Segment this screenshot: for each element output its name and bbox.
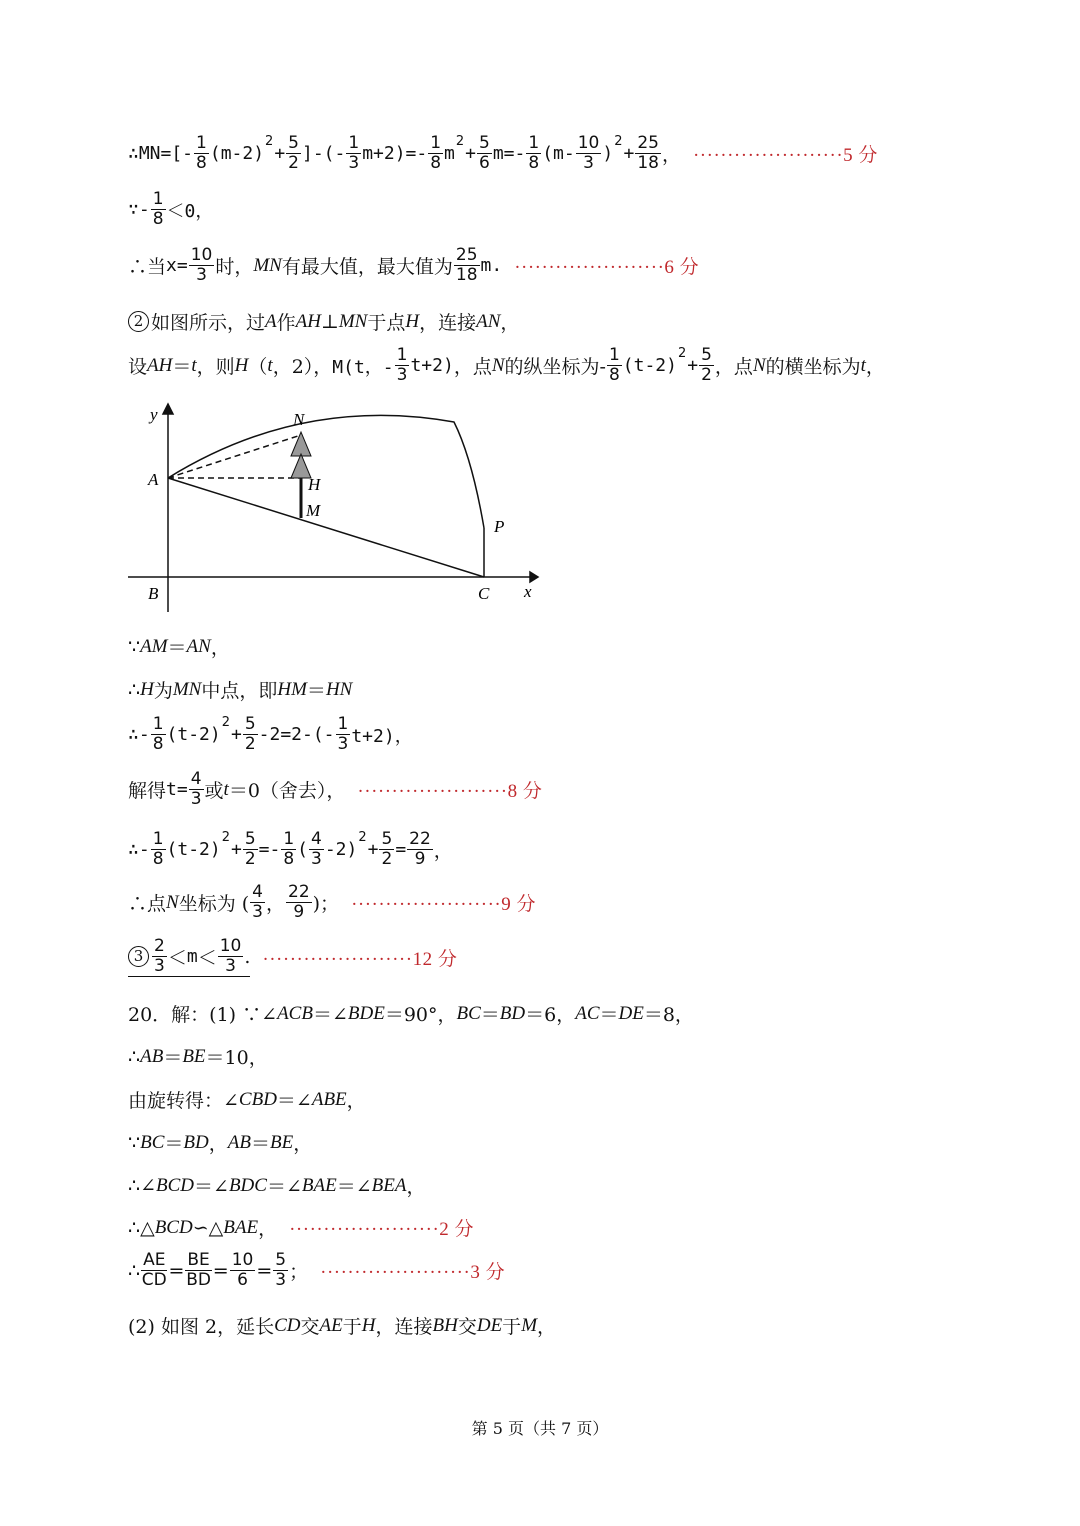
text: ＝ — [599, 1004, 619, 1026]
circled-number: 2 — [128, 311, 149, 332]
part2-intro-line — [128, 308, 519, 335]
text: BEA — [371, 1174, 407, 1196]
text: + — [367, 839, 379, 860]
x-arrow — [530, 572, 538, 582]
text: m — [444, 143, 455, 164]
geometry-figure — [120, 400, 550, 620]
fraction: 1 8 — [528, 133, 540, 173]
text: ∴ — [128, 678, 141, 701]
text: ，2）， — [272, 356, 333, 378]
text: ∵ — [128, 1131, 141, 1154]
text: BD — [499, 1002, 526, 1024]
text: = — [212, 1259, 229, 1282]
fraction: 10 3 — [577, 133, 600, 173]
fraction: $\frac{10}{6}$ — [231, 1250, 254, 1290]
text: AB — [140, 1045, 164, 1067]
text: t — [191, 354, 197, 376]
fraction: 1 8 — [152, 714, 164, 754]
text: N — [752, 354, 766, 376]
fraction: $\frac{5}{2}$ — [244, 714, 256, 754]
text: 如图所示，过 — [151, 312, 266, 334]
fraction: $\frac{25}{18}$ — [637, 133, 659, 173]
text: m — [186, 946, 198, 967]
text: MN — [172, 678, 202, 700]
q20-line — [128, 1000, 694, 1027]
fraction: $\frac{5}{2}$ — [381, 829, 393, 869]
text: m=- — [492, 143, 526, 164]
text: = — [395, 839, 407, 860]
text: BC — [456, 1002, 481, 1024]
text: ＝ — [480, 1004, 500, 1026]
text: BDE — [347, 1002, 385, 1024]
text: (t-2) — [166, 724, 221, 745]
score-marker: ······················8 分 — [357, 781, 543, 802]
text: t= — [166, 779, 188, 800]
y-arrow — [163, 404, 173, 414]
text: ) — [602, 143, 614, 164]
text: CD — [274, 1314, 301, 1336]
fraction: 4 3 — [252, 882, 263, 922]
text: ∴ — [128, 1045, 141, 1068]
fraction: 10 3 — [219, 936, 242, 976]
text: ， — [258, 1218, 278, 1240]
text: 交 — [300, 1316, 320, 1338]
text: 于 — [342, 1316, 362, 1338]
text: 或 — [204, 780, 224, 802]
text: (t-2) — [166, 839, 221, 860]
text: M — [521, 1314, 538, 1336]
segment-ac — [168, 478, 484, 577]
text: m. — [480, 255, 503, 276]
text: A — [265, 310, 277, 332]
text: ，点 — [453, 356, 492, 378]
fraction: 1 3 — [337, 714, 349, 754]
text: BD — [183, 1131, 209, 1153]
text: 于 — [502, 1316, 522, 1338]
text: H — [361, 1314, 376, 1336]
parabola-curve — [168, 415, 484, 528]
text: ∽△ — [192, 1216, 224, 1239]
text: BAE — [223, 1216, 259, 1238]
fraction: 1 3 — [348, 133, 360, 173]
fraction: $\frac{4}{3}$ — [190, 769, 202, 809]
fraction: $\frac{22}{9}$ — [409, 829, 431, 869]
text: ＝ — [250, 1133, 270, 1155]
page-footer: 第 5 页（共 7 页） — [471, 1419, 609, 1438]
fraction: $\frac{BE}{BD}$ — [186, 1250, 211, 1290]
text: BH — [432, 1314, 458, 1336]
text: DE — [618, 1002, 644, 1024]
text: BE — [182, 1045, 206, 1067]
text: ∵- — [128, 199, 150, 220]
fraction: $\frac{5}{2}$ — [288, 133, 299, 173]
text: BE — [269, 1131, 294, 1153]
formula-mn-line — [128, 134, 878, 173]
segment-an — [168, 435, 301, 478]
text: ABE — [311, 1088, 347, 1110]
exponent: 2 — [221, 830, 230, 845]
text: (m-2) — [209, 143, 265, 164]
text: ＝∠ — [266, 1176, 302, 1198]
text: ∴MN=[- — [128, 143, 194, 164]
text: + — [623, 143, 635, 164]
fraction: 25 18 — [455, 245, 478, 285]
fraction: 22 9 — [288, 882, 310, 922]
text: = — [256, 1259, 273, 1282]
text: AN — [186, 635, 211, 657]
text: ⊥ — [320, 310, 339, 333]
solution-line — [128, 770, 542, 809]
text: 为 — [153, 680, 173, 702]
fraction: $\frac{AE}{CD}$ — [141, 1250, 167, 1290]
exponent: 2 — [614, 134, 623, 149]
text: AB — [227, 1131, 251, 1153]
text: =- — [258, 839, 281, 860]
fraction: 2 3 — [154, 936, 165, 976]
text: ＝6， — [525, 1004, 576, 1026]
text: AE — [319, 1314, 343, 1336]
text: ， — [293, 1133, 313, 1155]
text: ＝0（舍去）， — [228, 780, 346, 802]
equal-angles-line — [128, 1172, 425, 1199]
text: BCD — [154, 1216, 193, 1238]
text: ， — [500, 312, 520, 334]
text: + — [230, 724, 242, 745]
text: AM — [140, 635, 168, 657]
text: ＝ — [167, 637, 187, 659]
am-an-line — [128, 633, 230, 660]
text: ＜ — [197, 947, 217, 969]
label-c: C — [478, 584, 490, 603]
text: ， — [346, 1090, 366, 1112]
text: 20．解：(1) ∵∠ — [128, 1004, 278, 1026]
text: H — [405, 310, 420, 332]
score-marker: ······················6 分 — [514, 257, 700, 278]
label-h: H — [308, 475, 321, 494]
similar-line — [128, 1214, 474, 1241]
text: 的纵坐标为- — [504, 356, 606, 378]
text: N — [166, 891, 179, 913]
text: (t-2) — [622, 355, 677, 376]
text: + — [465, 143, 477, 164]
text: + — [230, 839, 242, 860]
fraction: 1 8 — [283, 829, 295, 869]
text: ，连接 — [419, 312, 477, 334]
text: ＝10， — [205, 1047, 268, 1069]
text: ∴- — [128, 839, 150, 860]
text: M(t，- — [332, 356, 394, 378]
fraction: $\frac{5}{2}$ — [701, 345, 712, 385]
text: BDC — [228, 1174, 267, 1196]
text: + — [274, 143, 286, 164]
fraction: $\frac{10}{3}$ — [190, 245, 213, 285]
text: ＝ — [172, 356, 192, 378]
text: ∴当 — [128, 256, 167, 278]
text: ， — [406, 1176, 426, 1198]
fraction: 1 3 — [396, 345, 408, 385]
text: ＝∠ — [312, 1004, 348, 1026]
text: （ — [248, 356, 268, 378]
text: 解得 — [128, 780, 167, 802]
text: H — [140, 678, 154, 700]
label-y: y — [150, 405, 158, 424]
fraction: 1 8 — [608, 345, 620, 385]
text: ∵ — [128, 635, 141, 658]
equation-line — [128, 715, 413, 754]
text: BC — [140, 1131, 165, 1153]
text: ( — [297, 839, 309, 860]
text: ∴点 — [128, 893, 167, 915]
text: MN — [338, 310, 368, 332]
text: t — [860, 354, 866, 376]
text: -2) — [324, 839, 358, 860]
label-x: x — [524, 582, 532, 601]
text: ， — [661, 144, 681, 166]
text: 于点 — [367, 312, 406, 334]
fraction: $\frac{5}{3}$ — [275, 1250, 287, 1290]
n-ordinate-line — [128, 830, 453, 869]
text: CBD — [238, 1088, 277, 1110]
exponent: 2 — [677, 346, 687, 361]
score-marker: ······················9 分 — [351, 894, 537, 915]
fraction: $\frac{5}{2}$ — [244, 829, 256, 869]
exponent: 2 — [221, 715, 230, 730]
text: ＝ — [306, 680, 326, 702]
text: (m- — [542, 143, 575, 164]
text: MN — [253, 254, 282, 276]
label-p: P — [494, 517, 505, 536]
exponent: 2 — [358, 830, 367, 845]
fraction: 1 8 — [196, 133, 207, 173]
text: )； — [312, 893, 340, 915]
text: m+2)=- — [362, 143, 428, 164]
n-coordinate-line — [128, 883, 536, 922]
midpoint-line — [128, 676, 352, 703]
max-value-line — [128, 246, 699, 285]
text: x= — [166, 255, 188, 276]
score-marker: ······················3 分 — [320, 1262, 506, 1283]
text: ， — [537, 1316, 557, 1338]
text: -2=2-(- — [258, 724, 335, 745]
text: HN — [325, 678, 353, 700]
text: ∴- — [128, 724, 150, 745]
text: t — [223, 778, 229, 800]
text: ＝8， — [643, 1004, 694, 1026]
text: t+2) — [410, 355, 454, 376]
part2-q20-line — [128, 1312, 556, 1339]
text: t+2)， — [351, 725, 413, 747]
label-m: M — [306, 501, 321, 520]
ab-be-line — [128, 1043, 268, 1070]
text: 有最大值，最大值为 — [281, 256, 453, 278]
text: ， — [265, 893, 285, 915]
text: ，点 — [714, 356, 753, 378]
text: ＝∠ — [276, 1090, 312, 1112]
exponent: 2 — [265, 134, 274, 149]
fraction: 1 8 — [430, 133, 442, 173]
fraction: 1 8 — [152, 189, 164, 229]
text: (2) 如图 2，延长 — [128, 1316, 275, 1338]
exponent: 2 — [455, 134, 465, 149]
text: 中点，即 — [201, 680, 278, 702]
label-n: N — [293, 410, 305, 429]
text: DE — [476, 1314, 503, 1336]
score-marker: ······················2 分 — [289, 1219, 475, 1240]
text: ＝∠ — [336, 1176, 372, 1198]
fraction: 4 3 — [311, 829, 322, 869]
text: H — [234, 354, 249, 376]
text: ＝ — [163, 1047, 183, 1069]
ratio-line — [128, 1251, 505, 1290]
text: 时， — [215, 256, 254, 278]
text: AH — [295, 310, 321, 332]
text: ＝90°， — [384, 1004, 457, 1026]
text: BAE — [301, 1174, 337, 1196]
text: ∴∠ — [128, 1174, 157, 1197]
text: ，连接 — [375, 1316, 433, 1338]
text: t — [267, 354, 273, 376]
text: ＜ — [167, 947, 187, 969]
text: ＝∠ — [194, 1176, 229, 1198]
text: ＝ — [164, 1133, 184, 1155]
rotation-line — [128, 1086, 366, 1113]
text: BCD — [156, 1174, 195, 1196]
text: ]-(- — [302, 143, 346, 164]
text: AH — [147, 354, 173, 376]
text: ， — [210, 637, 230, 659]
text: ，则 — [196, 356, 235, 378]
equal-sides-line — [128, 1129, 312, 1156]
text: ， — [865, 356, 885, 378]
fraction: 1 8 — [152, 829, 164, 869]
text: ； — [289, 1261, 309, 1283]
fraction: $\frac{5}{6}$ — [479, 133, 490, 173]
text: = — [168, 1259, 185, 1282]
arrow-upper — [291, 432, 311, 456]
text: 设 — [128, 356, 148, 378]
text: ＜0， — [166, 200, 214, 222]
text: 由旋转得：∠ — [128, 1090, 239, 1112]
score-marker: ······················5 分 — [692, 145, 878, 166]
text: 的横坐标为 — [765, 356, 861, 378]
text: 作 — [276, 312, 296, 334]
condition-line — [128, 190, 213, 229]
part3-answer-line — [128, 937, 457, 977]
text: 交 — [457, 1316, 477, 1338]
text: HM — [277, 678, 307, 700]
text: AC — [575, 1002, 600, 1024]
text: ∴△ — [128, 1216, 155, 1239]
text: 坐标为 ( — [178, 893, 250, 915]
text: + — [687, 355, 699, 376]
label-b: B — [148, 584, 159, 603]
text: N — [491, 354, 505, 376]
text: ACB — [277, 1002, 313, 1024]
setup-line — [128, 346, 885, 385]
text: ， — [433, 840, 453, 862]
score-marker: ······················12 分 — [262, 948, 458, 970]
circled-number: 3 — [128, 946, 149, 967]
label-a: A — [148, 470, 159, 489]
text: ∴ — [128, 1259, 141, 1282]
text: . — [244, 945, 251, 968]
text: ， — [208, 1133, 228, 1155]
text: AN — [476, 310, 501, 332]
